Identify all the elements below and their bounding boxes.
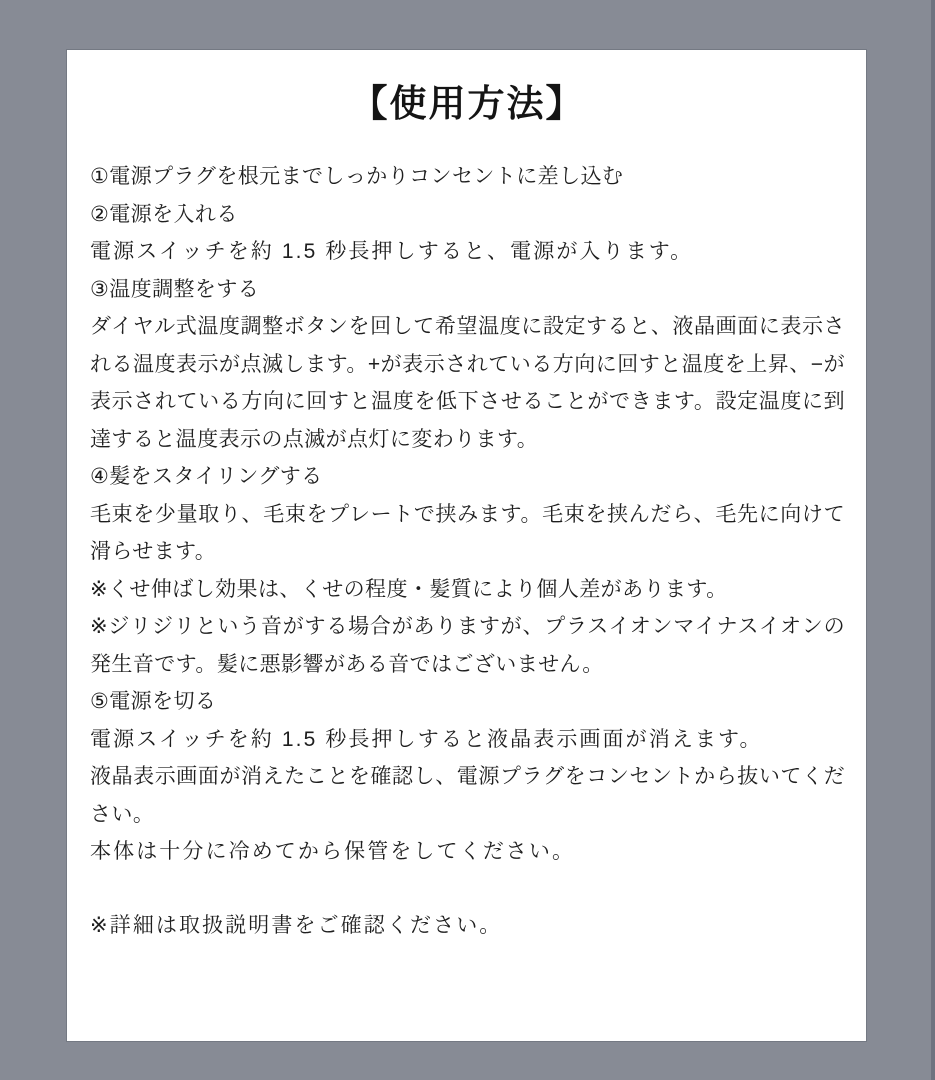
instruction-step-4-detail: 毛束を少量取り、毛束をプレートで挟みます。毛束を挟んだら、毛先に向けて滑らせます。: [90, 502, 845, 563]
document-title: 【使用方法】: [350, 83, 585, 124]
instruction-step-5-detail-3: 本体は十分に冷めてから保管をしてください。: [90, 840, 576, 863]
page-right-edge-shade: [931, 0, 935, 1080]
instruction-card: [67, 50, 866, 1041]
instruction-note-1: ※くせ伸ばし効果は、くせの程度・髪質により個人差があります。: [90, 577, 728, 601]
instruction-step-3-detail: ダイヤル式温度調整ボタンを回して希望温度に設定すると、液晶画面に表示される温度表示が点滅します。+が表示されている方向に回すと温度を上昇、−が表示されている方向に回すと温度を低下させることができます。設定温度に到達すると温度表示の点滅が点灯に変わります。: [90, 315, 845, 451]
instruction-footer-note: ※詳細は取扱説明書をご確認ください。: [90, 913, 503, 937]
instruction-step-4: ④髪をスタイリングする: [90, 465, 323, 488]
instruction-step-5-detail-2: 液晶表示画面が消えたことを確認し、電源プラグをコンセントから抜いてください。: [90, 765, 845, 826]
instruction-step-3: ③温度調整をする: [90, 277, 260, 301]
instruction-note-2: ※ジリジリという音がする場合がありますが、プラスイオンマイナスイオンの発生音です。髪に悪影響がある音ではございません。: [90, 615, 845, 676]
instruction-step-5: ⑤電源を切る: [90, 690, 217, 713]
instruction-step-5-detail-1: 電源スイッチを約 1.5 秒長押しすると液晶表示画面が消えます。: [90, 727, 763, 751]
instruction-body: [90, 158, 845, 944]
instruction-step-2-detail: 電源スイッチを約 1.5 秒長押しすると、電源が入ります。: [90, 240, 694, 263]
instruction-step-1: ①電源プラグを根元までしっかりコンセントに差し込む: [90, 165, 624, 188]
instruction-step-2: ②電源を入れる: [90, 202, 238, 226]
